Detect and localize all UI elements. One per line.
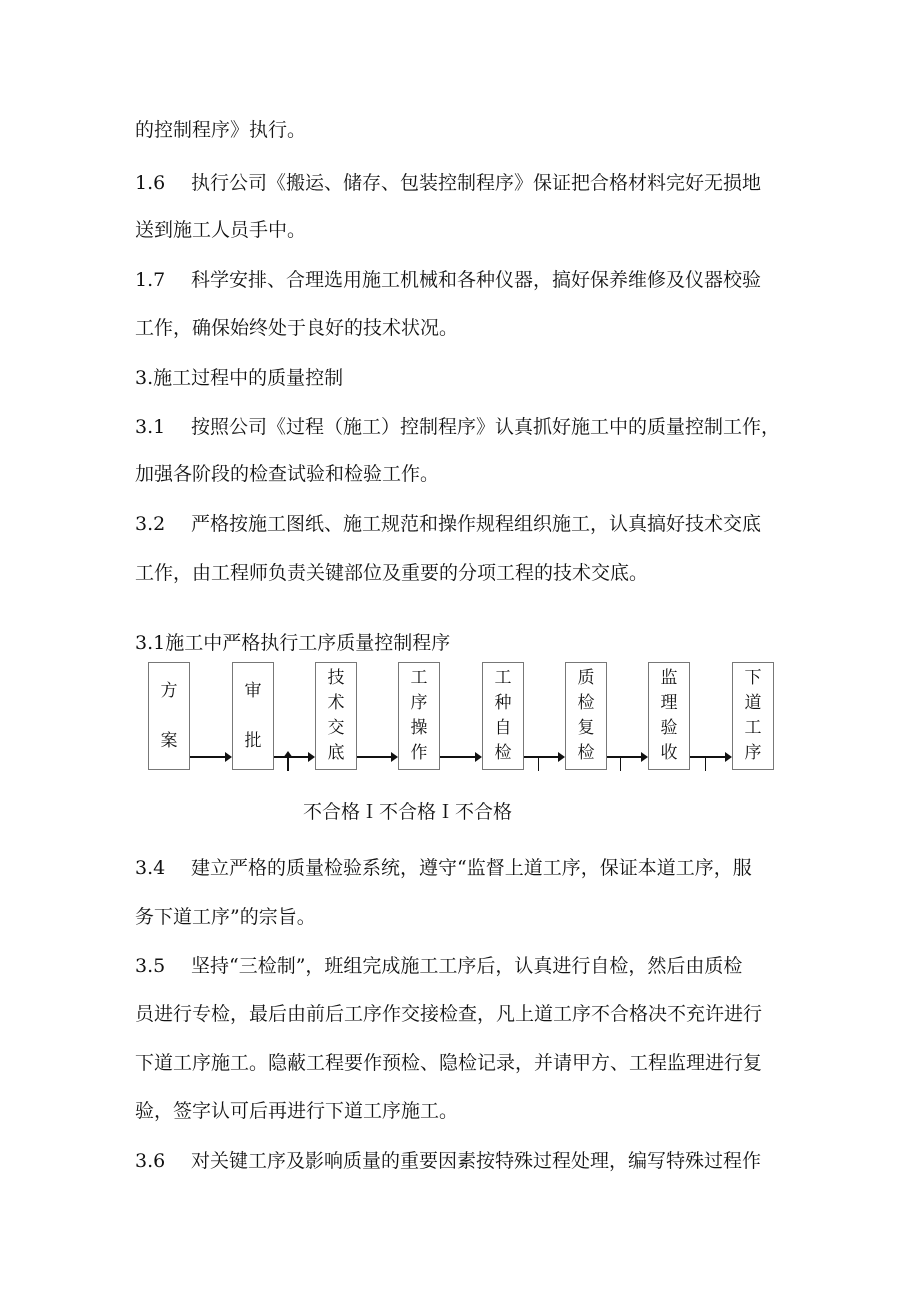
flow-step-tech-briefing xyxy=(315,662,357,770)
flow-step-next-process xyxy=(732,662,774,770)
fail-branch-line xyxy=(620,757,621,771)
text-line: 工作，由工程师负责关键部位及重要的分项工程的技术交底。 xyxy=(135,562,649,584)
flow-step-operation xyxy=(398,662,440,770)
section-number: 3.4 xyxy=(135,857,166,879)
text-line: 送到施工人员手中。 xyxy=(135,219,307,241)
process-flowchart xyxy=(140,655,790,775)
text-line: 3.1 按照公司《过程（施工）控制程序》认真抓好施工中的质量控制工作， xyxy=(135,416,781,438)
flow-step-label: 监 理 验 收 xyxy=(660,668,678,763)
flow-step-label: 下 道 工 序 xyxy=(744,668,762,763)
flow-arrow xyxy=(440,756,480,758)
flow-step-char: 案 xyxy=(160,730,178,751)
flow-step-char: 审 xyxy=(244,680,262,701)
text-line: 工作，确保始终处于良好的技术状况。 xyxy=(135,317,459,339)
flow-step-label: 工 序 操 作 xyxy=(410,668,428,763)
section-heading: 3.施工过程中的质量控制 xyxy=(135,367,344,389)
text-line: 务下道工序”的宗旨。 xyxy=(135,906,316,928)
flow-step-plan xyxy=(148,662,190,770)
figure-caption: 3.1施工中严格执行工序质量控制程序 xyxy=(135,632,451,654)
flow-arrow xyxy=(274,756,313,758)
text-line: 下道工序施工。隐蔽工程要作预检、隐检记录，并请甲方、工程监理进行复 xyxy=(135,1052,763,1074)
flow-step-qc-recheck xyxy=(565,662,607,770)
flow-step-label: 质 检 复 检 xyxy=(577,668,595,763)
flow-step-approval xyxy=(232,662,274,770)
text-line: 员进行专检，最后由前后工序作交接检查，凡上道工序不合格决不充许进行 xyxy=(135,1003,763,1025)
text-line: 3.6 对关键工序及影响质量的重要因素按特殊过程处理，编写特殊过程作 xyxy=(135,1150,762,1172)
flow-step-char: 批 xyxy=(244,730,262,751)
text-line: 的控制程序》执行。 xyxy=(135,119,307,141)
fail-branch-line xyxy=(705,757,706,771)
text-line: 3.2 严格按施工图纸、施工规范和操作规程组织施工，认真搞好技术交底 xyxy=(135,513,762,535)
section-number: 1.6 xyxy=(135,172,166,194)
text-line: 1.6 执行公司《搬运、储存、包装控制程序》保证把合格材料完好无损地 xyxy=(135,172,762,194)
section-number: 3.1 xyxy=(135,416,166,438)
text-line: 1.7 科学安排、合理选用施工机械和各种仪器，搞好保养维修及仪器校验 xyxy=(135,269,762,291)
text-line: 验，签字认可后再进行下道工序施工。 xyxy=(135,1100,459,1122)
flow-arrow xyxy=(190,756,230,758)
fail-branch-line xyxy=(538,757,539,771)
flow-step-self-check xyxy=(482,662,524,770)
flow-step-supervision xyxy=(648,662,690,770)
section-number: 3.6 xyxy=(135,1150,166,1172)
flow-step-label: 技 术 交 底 xyxy=(327,668,345,763)
return-arrow xyxy=(287,757,289,771)
flow-arrow xyxy=(524,756,563,758)
flow-step-char: 方 xyxy=(160,680,178,701)
flow-arrow xyxy=(607,756,646,758)
flow-arrow xyxy=(690,756,730,758)
text-line: 3.4 建立严格的质量检验系统，遵守“监督上道工序，保证本道工序，服 xyxy=(135,857,752,879)
flow-arrow xyxy=(357,756,396,758)
section-number: 3.5 xyxy=(135,955,166,977)
fail-labels: 不合格Ｉ不合格Ｉ不合格 xyxy=(303,801,513,823)
section-number: 1.7 xyxy=(135,269,166,291)
section-number: 3.2 xyxy=(135,513,166,535)
text-line: 3.5 坚持“三检制”，班组完成施工工序后，认真进行自检，然后由质检 xyxy=(135,955,743,977)
text-line: 加强各阶段的检查试验和检验工作。 xyxy=(135,463,440,485)
flow-step-label: 工 种 自 检 xyxy=(494,668,512,763)
